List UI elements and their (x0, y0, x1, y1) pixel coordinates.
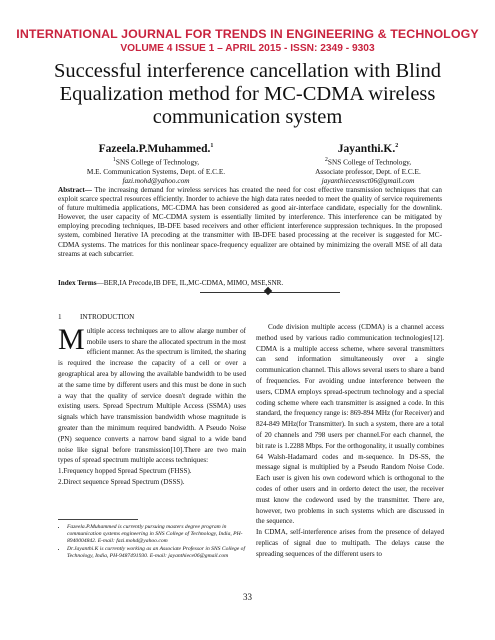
footnote-item: • Fazeela.P.Muhammed is currently pursuing masters degree program in communication systems engineering in SNS College of Technology, India, PH-8940004842. E-mail: fazi.mohd@yahoo.com (67, 524, 246, 545)
author-affiliation: $^1$SNS College of Technology, (112, 156, 200, 167)
journal-name: INTERNATIONAL JOURNAL FOR TRENDS IN ENGINEERING & TECHNOLOGY (16, 27, 479, 41)
footnotes (58, 524, 246, 561)
right-column (256, 322, 444, 560)
author-block-1 (56, 139, 256, 186)
index-terms (58, 279, 442, 288)
footnote-rule (58, 519, 138, 520)
index-terms-text: —BER,IA Precode,IB DFE, IL,MC-CDMA, MIMO, MSE,SNR. (96, 279, 284, 287)
cdma-paragraph: Code division multiple access (CDMA) is a channel access method used by various radio communication technologies[12]. CDMA is a multiple access scheme, where several transmitters can send information simultaneously over a single communication channel. This allows several users to share a band of frequencies. For avoiding undue interference between the users, CDMA employs spread-spectrum technology and a special coding scheme where each transmitter is assigned a code. In this standard, the frequency range is: 869-894 MHz (for Receiver) and 824-849 MHz(for Transmitter). In such a system, there are a total of 20 channels and 798 users per channel.For each channel, the bit rate is 1.2288 Mbps. For the orthogonality, it usually combines 64 Walsh-Hadamard codes and m-sequence. In DS-SS, the message signal is multiplied by a Pseudo Random Noise Code. Each user is given his own codeword which is orthogonal to the codes of other users and in orderto detect the user, the receiver must know the codeword used by the transmitter. There are, however, two problems in such systems which are discussed in the sequence. (256, 323, 444, 526)
author-affiliation: $^2$SNS College of Technology, (324, 156, 412, 167)
author-email: jayanthiecesnsct06@gmail.com (321, 176, 415, 186)
author-name: Fazeela.P.Muhammed.$^1$ (98, 142, 214, 155)
paper-title: Successful interference cancellation with Blind Equalization method for MC-CDMA wireless communication system (53, 60, 442, 128)
author-dept: Associate professor, Dept. of E.C.E. (315, 166, 421, 176)
drop-cap: M (58, 322, 85, 356)
section-title: INTRODUCTION (80, 313, 135, 321)
left-column (58, 312, 246, 488)
author-email: fazi.mohd@yahoo.com (122, 176, 190, 186)
section-heading (58, 312, 246, 323)
index-terms-label: Index Terms (58, 279, 97, 287)
abstract (58, 186, 442, 259)
footnote-item: • Dr.Jayanthi.K is currently working as an Associate Professor in SNS College of Technology, India, PH-9487491930. E-mail: jayanthiece06@gmail.com (67, 546, 246, 560)
section-number: 1 (58, 313, 62, 321)
self-interference-paragraph: In CDMA, self-interference arises from the presence of delayed replicas of signal due to multipath. The delays cause the spreading sequences of the different users to (256, 528, 444, 558)
author-block-2 (268, 139, 468, 186)
journal-issue: VOLUME 4 ISSUE 1 – APRIL 2015 - ISSN: 2349 - 9303 (120, 43, 375, 54)
author-name: Jayanthi.K.$^2$ (337, 142, 399, 155)
list-item: 1.Frequency hopped Spread Spectrum (FHSS). (58, 467, 192, 476)
author-dept: M.E. Communication Systems, Dept. of E.C.E. (86, 166, 226, 176)
abstract-label: Abstract— (58, 186, 92, 194)
divider-diamond-icon (264, 287, 272, 295)
list-item: 2.Direct sequence Spread Spectrum (DSSS). (58, 477, 185, 486)
intro-paragraph: Multiple access techniques are to allow alarge number of mobile users to share the allocated spectrum in the most efficient manner. As the spectrum is limited, the sharing is required the increase the capacity of a cell or over a geographical area by allowing the available bandwidth to be used at the same time by different users and this must be done in such a way that the quality of service doesn't degrade within the existing users. Spread Spectrum Multiple Access (SSMA) uses signals which have transmission bandwidth whose magnitude is greater than the minimum required bandwidth. A Pseudo Noise (PN) sequence converts a narrow band signal to a wide band noise like signal before transmission[10].There are two main types of spread spectrum multiple access techniques: (58, 322, 246, 465)
abstract-text: The increasing demand for wireless services has created the need for cost effective transmission techniques that can exploit scarce spectral resources efficiently. Inorder to achieve the high data rates needed to meet the quality of service requirements of future multimedia applications, MC-CDMA has been considered as good air-interface candidate, especially for the downlink. However, the user capacity of MC-CDMA system is essentially limited by interference. This interference can be mitigated by employing precoding techniques, IB-DFE based receivers and other efficient interference suppression techniques. In the proposed system, combined Iterative IA precoding at the transmitter with IB-DFE based processing at the receiver is suggested for MC-CDMA systems. The matrices for this nonlinear space-frequency equalizer are obtained by minimizing the overall MSE of all data streams at each subcarrier. (58, 186, 442, 258)
page-number: 33 (243, 592, 252, 602)
